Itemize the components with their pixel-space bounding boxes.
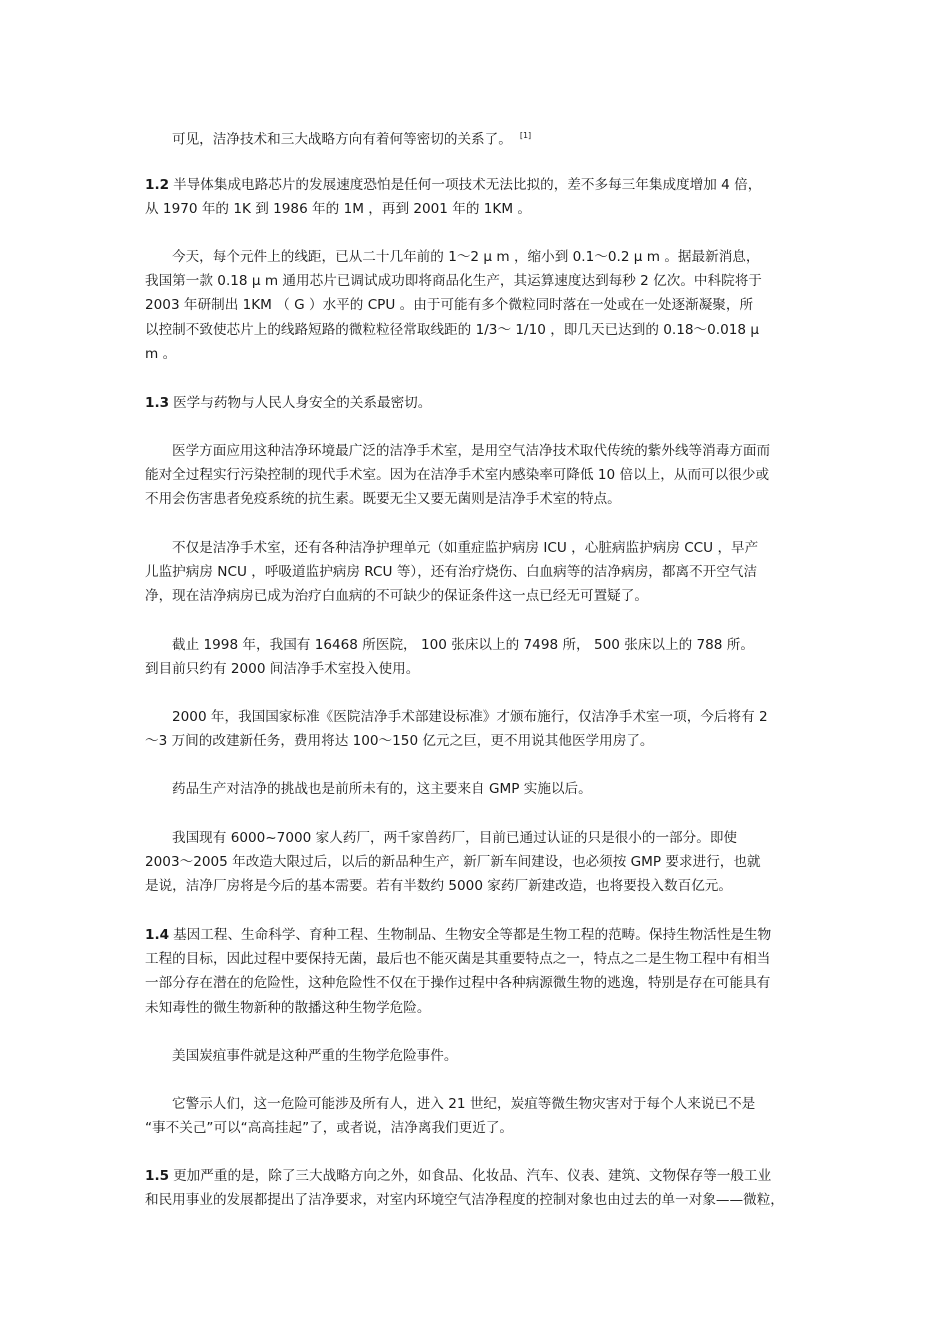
paragraph-line: 2003～2005 年改造大限过后，以后的新品种生产，新厂新车间建设，也必须按 GMP 要求进行，也就: [145, 854, 761, 871]
paragraph-text: 更加严重的是，除了三大战略方向之外，如食品、化妆品、汽车、仪表、建筑、文物保存等一般工业: [173, 1168, 772, 1184]
paragraph-line: 以控制不致使芯片上的线路短路的微粒粒径常取线距的 1/3～ 1/10 ，即几天已达到的 0.18～0.018 μ: [145, 321, 760, 338]
paragraph-line: 不仅是洁净手术室，还有各种洁净护理单元（如重症监护病房 ICU ，心脏病监护病房 CCU ，早产: [172, 540, 759, 556]
paragraph-section-1-4: [145, 923, 817, 1020]
paragraph-hospital-stats: [145, 633, 817, 681]
paragraph-anthrax: [145, 1044, 817, 1068]
paragraph-conclusion: [145, 124, 844, 152]
paragraph-section-1-3: [145, 391, 817, 415]
paragraph-line: 2000 年，我国国家标准《医院洁净手术部建设标准》才颁布施行，仅洁净手术室一项，今后将有 2: [172, 709, 768, 725]
paragraph-section-1-2: [145, 173, 817, 221]
paragraph-line: 2003 年研制出 1KM （ G ）水平的 CPU 。由于可能有多个微粒同时落在一处或在一处逐渐凝聚，所: [145, 297, 754, 314]
paragraph-text: 半导体集成电路芯片的发展速度恐怕是任何一项技术无法比拟的，差不多每三年集成度增加 4 倍，: [173, 177, 762, 193]
paragraph-operating-room: [145, 439, 817, 512]
paragraph-line: 和民用事业的发展都提出了洁净要求，对室内环境空气洁净程度的控制对象也由过去的单一对象——微粒，: [145, 1192, 784, 1209]
paragraph-line: 不用会伤害患者免疫系统的抗生素。既要无尘又要无菌则是洁净手术室的特点。: [145, 491, 621, 508]
paragraph-line: 它警示人们，这一危险可能涉及所有人，进入 21 世纪，炭疽等微生物灾害对于每个人来说已不是: [172, 1096, 756, 1112]
paragraph-line: “事不关己”可以“高高挂起”了，或者说，洁净离我们更近了。: [145, 1120, 514, 1137]
paragraph-line: 截止 1998 年，我国有 16468 所医院， 100 张床以上的 7498 所， 500 张床以上的 788 所。: [172, 637, 754, 653]
paragraph-text: 基因工程、生命科学、育种工程、生物制品、生物安全等都是生物工程的范畴。保持生物活性是生物: [173, 927, 772, 943]
paragraph-line: 净，现在洁净病房已成为治疗白血病的不可缺少的保证条件这一点已经无可置疑了。: [145, 588, 648, 605]
paragraph-line: 能对全过程实行污染控制的现代手术室。因为在洁净手术室内感染率可降低 10 倍以上，从而可以很少或: [145, 467, 770, 484]
section-number: 1.3: [145, 395, 170, 411]
paragraph-national-standard: [145, 705, 817, 753]
paragraph-text: 医学与药物与人民人身安全的关系最密切。: [173, 395, 432, 411]
section-number: 1.4: [145, 927, 170, 943]
paragraph-line: 是说，洁净厂房将是今后的基本需要。若有半数约 5000 家药厂新建改造，也将要投入数百亿元。: [145, 878, 732, 895]
paragraph-chip-linewidth: [145, 245, 817, 366]
paragraph-line: 儿监护病房 NCU ，呼吸道监护病房 RCU 等），还有治疗烧伤、白血病等的洁净病房，都离不开空气洁: [145, 564, 758, 581]
paragraph-warning: [145, 1092, 817, 1140]
paragraph-line: 未知毒性的微生物新种的散播这种生物学危险。: [145, 999, 431, 1016]
paragraph-line: 我国现有 6000~7000 家人药厂，两千家兽药厂，目前已通过认证的只是很小的一部分。即使: [172, 830, 738, 846]
paragraph-line: 美国炭疽事件就是这种严重的生物学危险事件。: [172, 1048, 458, 1064]
paragraph-line: m 。: [145, 345, 177, 362]
paragraph-line: 今天，每个元件上的线距，已从二十几年前的 1～2 μ m ，缩小到 0.1～0.2 μ m 。据最新消息，: [172, 249, 760, 265]
section-number: 1.2: [145, 177, 170, 193]
paragraph-section-1-5: [145, 1164, 817, 1212]
paragraph-line: 药品生产对洁净的挑战也是前所未有的，这主要来自 GMP 实施以后。: [172, 781, 592, 797]
paragraph-care-units: [145, 536, 817, 609]
paragraph-line: 从 1970 年的 1K 到 1986 年的 1M ，再到 2001 年的 1KM 。: [145, 201, 531, 218]
paragraph-line: 工程的目标，因此过程中要保持无菌，最后也不能灭菌是其重要特点之一，特点之二是生物工程中有相当: [145, 951, 771, 968]
paragraph-line: 到目前只约有 2000 间洁净手术室投入使用。: [145, 661, 420, 678]
paragraph-text: 可见，洁净技术和三大战略方向有着何等密切的关系了。: [172, 131, 512, 148]
paragraph-line: 医学方面应用这种洁净环境最广泛的洁净手术室，是用空气洁净技术取代传统的紫外线等消毒方面而: [172, 443, 771, 459]
section-number: 1.5: [145, 1168, 170, 1184]
paragraph-line: ～3 万间的改建新任务，费用将达 100～150 亿元之巨，更不用说其他医学用房了。: [145, 733, 654, 750]
paragraph-pharma-factories: [145, 826, 817, 899]
reference-marker: [1]: [519, 131, 532, 140]
paragraph-line: 我国第一款 0.18 μ m 通用芯片已调试成功即将商品化生产，其运算速度达到每秒 2 亿次。中科院将于: [145, 273, 762, 290]
paragraph-gmp: [145, 777, 817, 801]
paragraph-line: 一部分存在潜在的危险性，这种危险性不仅在于操作过程中各种病源微生物的逃逸，特别是存在可能具有: [145, 975, 771, 992]
